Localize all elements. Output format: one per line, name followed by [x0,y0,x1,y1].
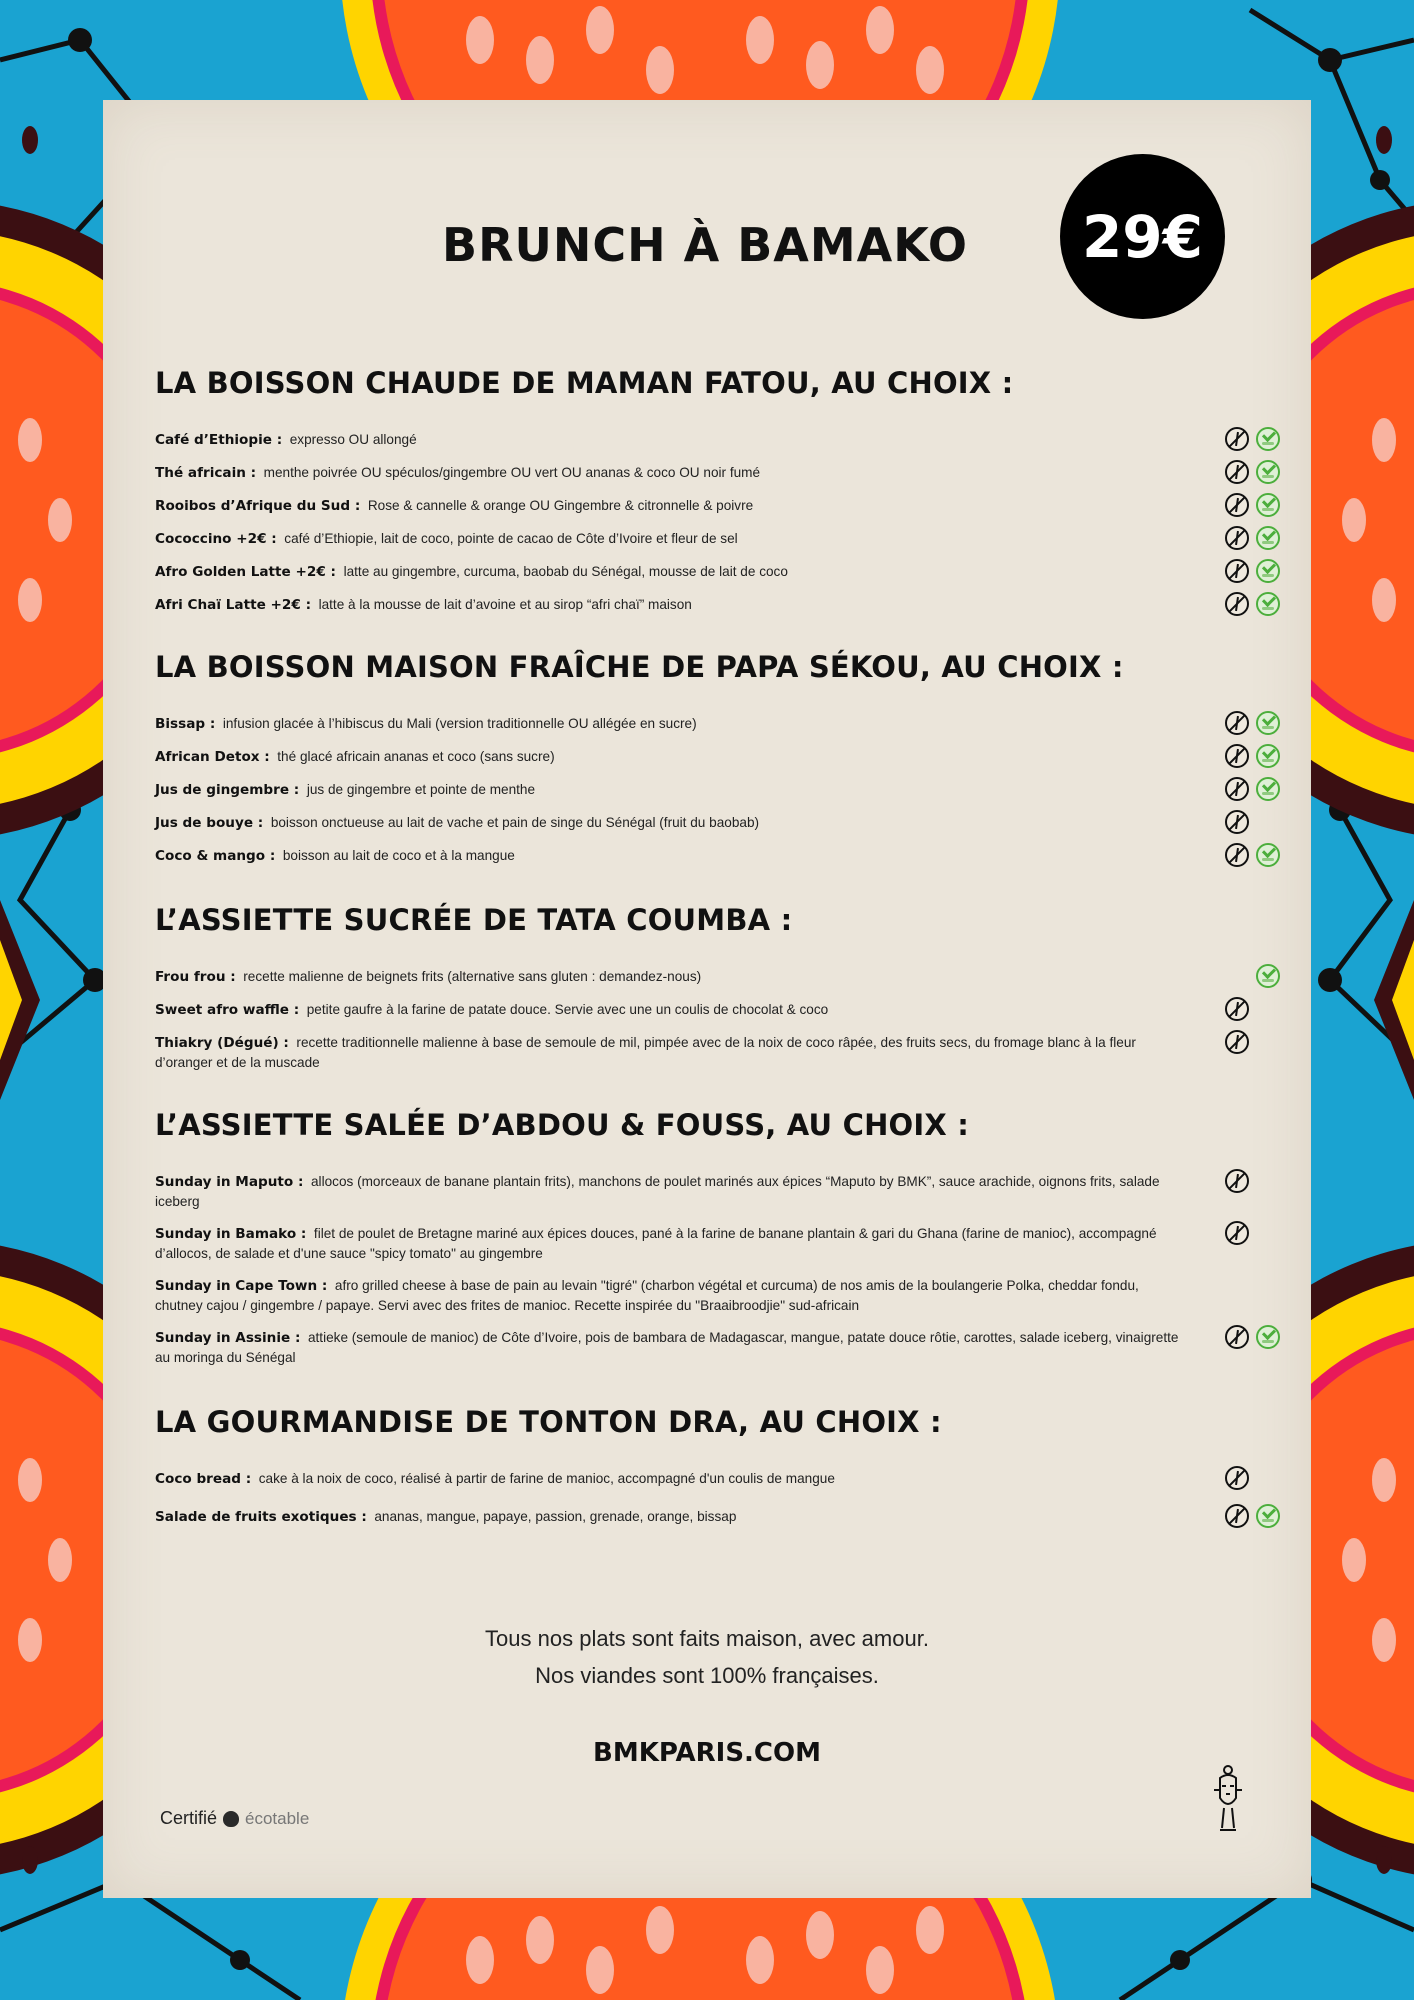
vegan-icon [1256,964,1280,988]
item-description: ananas, mangue, papaye, passion, grenade, orange, bissap [374,1509,737,1524]
item-name: Coco bread : [155,1471,252,1487]
item-description: allocos (morceaux de banane plantain frits), manchons de poulet marinés aux épices “Maputo by BMK”, sauce arachide, oignons frits, salade iceberg [155,1174,1160,1209]
item-name: Cococcino +2€ : [155,531,277,547]
gluten-free-icon [1225,526,1249,550]
section-heading: LA GOURMANDISE DE TONTON DRA, AU CHOIX : [155,1405,942,1439]
menu-item [155,1469,1285,1489]
footer-meat-note: Nos viandes sont 100% françaises. [535,1663,879,1688]
item-name: Afri Chaï Latte +2€ : [155,597,312,613]
gluten-free-icon [1225,711,1249,735]
vegan-icon [1256,427,1280,451]
gluten-free-icon [1225,777,1249,801]
item-description: recette malienne de beignets frits (alternative sans gluten : demandez-nous) [243,969,702,984]
vegan-icon [1256,592,1280,616]
ecotable-certification [160,1808,309,1829]
menu-item [155,562,1285,582]
menu-item [155,496,1285,516]
item-description: Rose & cannelle & orange OU Gingembre & citronnelle & poivre [367,498,754,513]
item-description: menthe poivrée OU spéculos/gingembre OU vert OU ananas & coco OU noir fumé [263,465,761,480]
item-description: petite gaufre à la farine de patate douce. Servie avec une un coulis de chocolat & coco [306,1002,829,1017]
item-name: Café d’Ethiopie : [155,432,283,448]
menu-item [155,463,1285,483]
menu-item [155,1033,1285,1072]
item-description: afro grilled cheese à base de pain au levain "tigré" (charbon végétal et curcuma) de nos amis de la boulangerie Polka, cheddar fondu, chutney cajou / gingembre / papaye. Servi avec des frites de manioc. Recette inspirée du "Braaibroodjie" sud-africain [155,1278,1139,1313]
certified-label: Certifié [160,1808,218,1828]
gluten-free-icon [1225,1466,1249,1490]
gluten-free-icon [1225,1504,1249,1528]
item-name: Rooibos d’Afrique du Sud : [155,498,361,514]
vegan-icon [1256,1325,1280,1349]
menu-item [155,780,1285,800]
item-name: Jus de bouye : [155,815,264,831]
section-sweet-plate [155,903,1285,1085]
section-savory-plate [155,1108,1285,1380]
item-name: Thiakry (Dégué) : [155,1035,289,1051]
menu-item [155,1000,1285,1020]
item-description: infusion glacée à l’hibiscus du Mali (version traditionnelle OU allégée en sucre) [222,716,697,731]
ecotable-logo-icon [223,1811,239,1827]
item-description: thé glacé africain ananas et coco (sans sucre) [277,749,555,764]
price-badge: 29€ [1060,154,1225,319]
gluten-free-icon [1225,592,1249,616]
item-description: filet de poulet de Bretagne mariné aux épices douces, pané à la farine de banane plantain & gari du Ghana (farine de manioc), accompagné d’allocos, de salade et d'une sauce "spicy tomato" au gingembre [155,1226,1157,1261]
menu-item [155,846,1285,866]
item-description: cake à la noix de coco, réalisé à partir de farine de manioc, accompagné d'un coulis de mangue [258,1471,835,1486]
vegan-icon [1256,460,1280,484]
menu-item [155,595,1285,615]
item-description: expresso OU allongé [289,432,417,447]
vegan-icon [1256,526,1280,550]
section-cold-drinks [155,650,1285,879]
menu-item [155,1328,1285,1367]
section-dessert [155,1405,1285,1540]
menu-item [155,1276,1285,1315]
gluten-free-icon [1225,493,1249,517]
section-heading: L’ASSIETTE SUCRÉE DE TATA COUMBA : [155,903,793,937]
menu-item [155,430,1285,450]
item-description: jus de gingembre et pointe de menthe [306,782,536,797]
african-mask-icon [1208,1764,1248,1836]
vegan-icon [1256,559,1280,583]
gluten-free-icon [1225,997,1249,1021]
section-heading: L’ASSIETTE SALÉE D’ABDOU & FOUSS, AU CHOIX : [155,1108,970,1142]
item-name: Coco & mango : [155,848,276,864]
section-heading: LA BOISSON CHAUDE DE MAMAN FATOU, AU CHOIX : [155,366,1014,400]
gluten-free-icon [1225,810,1249,834]
gluten-free-icon [1225,843,1249,867]
ecotable-brand: écotable [245,1808,310,1828]
item-description: café d’Ethiopie, lait de coco, pointe de cacao de Côte d’Ivoire et fleur de sel [284,531,738,546]
vegan-icon [1256,1504,1280,1528]
item-name: Thé africain : [155,465,257,481]
menu-title: BRUNCH À BAMAKO [442,218,968,272]
item-name: Jus de gingembre : [155,782,300,798]
vegan-icon [1256,777,1280,801]
vegan-icon [1256,711,1280,735]
gluten-free-icon [1225,1325,1249,1349]
menu-item [155,967,1285,987]
item-description: latte au gingembre, curcuma, baobab du Sénégal, mousse de lait de coco [343,564,788,579]
menu-item [155,1172,1285,1211]
footer-homemade-note: Tous nos plats sont faits maison, avec amour. [485,1626,929,1651]
gluten-free-icon [1225,744,1249,768]
gluten-free-icon [1225,1030,1249,1054]
item-description: latte à la mousse de lait d’avoine et au sirop “afri chaï” maison [318,597,692,612]
item-name: Sunday in Maputo : [155,1174,304,1190]
item-name: Frou frou : [155,969,236,985]
gluten-free-icon [1225,1221,1249,1245]
item-name: Sunday in Bamako : [155,1226,307,1242]
vegan-icon [1256,493,1280,517]
item-name: African Detox : [155,749,270,765]
item-description: attieke (semoule de manioc) de Côte d’Ivoire, pois de bambara de Madagascar, mangue, patate douce rôtie, carottes, salade iceberg, vinaigrette au moringa du Sénégal [155,1330,1179,1365]
vegan-icon [1256,843,1280,867]
menu-item [155,1507,1285,1527]
menu-item [155,813,1285,833]
gluten-free-icon [1225,460,1249,484]
menu-item [155,714,1285,734]
section-heading: LA BOISSON MAISON FRAÎCHE DE PAPA SÉKOU, AU CHOIX : [155,650,1124,684]
item-name: Sunday in Cape Town : [155,1278,328,1294]
item-description: recette traditionnelle malienne à base de semoule de mil, pimpée avec de la noix de coco râpée, des fruits secs, du fromage blanc à la fleur d’oranger et de la muscade [155,1035,1136,1070]
item-name: Sweet afro waffle : [155,1002,300,1018]
website-link[interactable]: BMKPARIS.COM [593,1738,821,1768]
menu-item [155,529,1285,549]
gluten-free-icon [1225,1169,1249,1193]
item-name: Bissap : [155,716,216,732]
item-name: Afro Golden Latte +2€ : [155,564,336,580]
item-description: boisson onctueuse au lait de vache et pain de singe du Sénégal (fruit du baobab) [270,815,760,830]
gluten-free-icon [1225,427,1249,451]
vegan-icon [1256,744,1280,768]
gluten-free-icon [1225,559,1249,583]
item-name: Sunday in Assinie : [155,1330,301,1346]
item-name: Salade de fruits exotiques : [155,1509,367,1525]
menu-item [155,747,1285,767]
section-hot-drinks [155,366,1285,628]
item-description: boisson au lait de coco et à la mangue [282,848,515,863]
menu-item [155,1224,1285,1263]
